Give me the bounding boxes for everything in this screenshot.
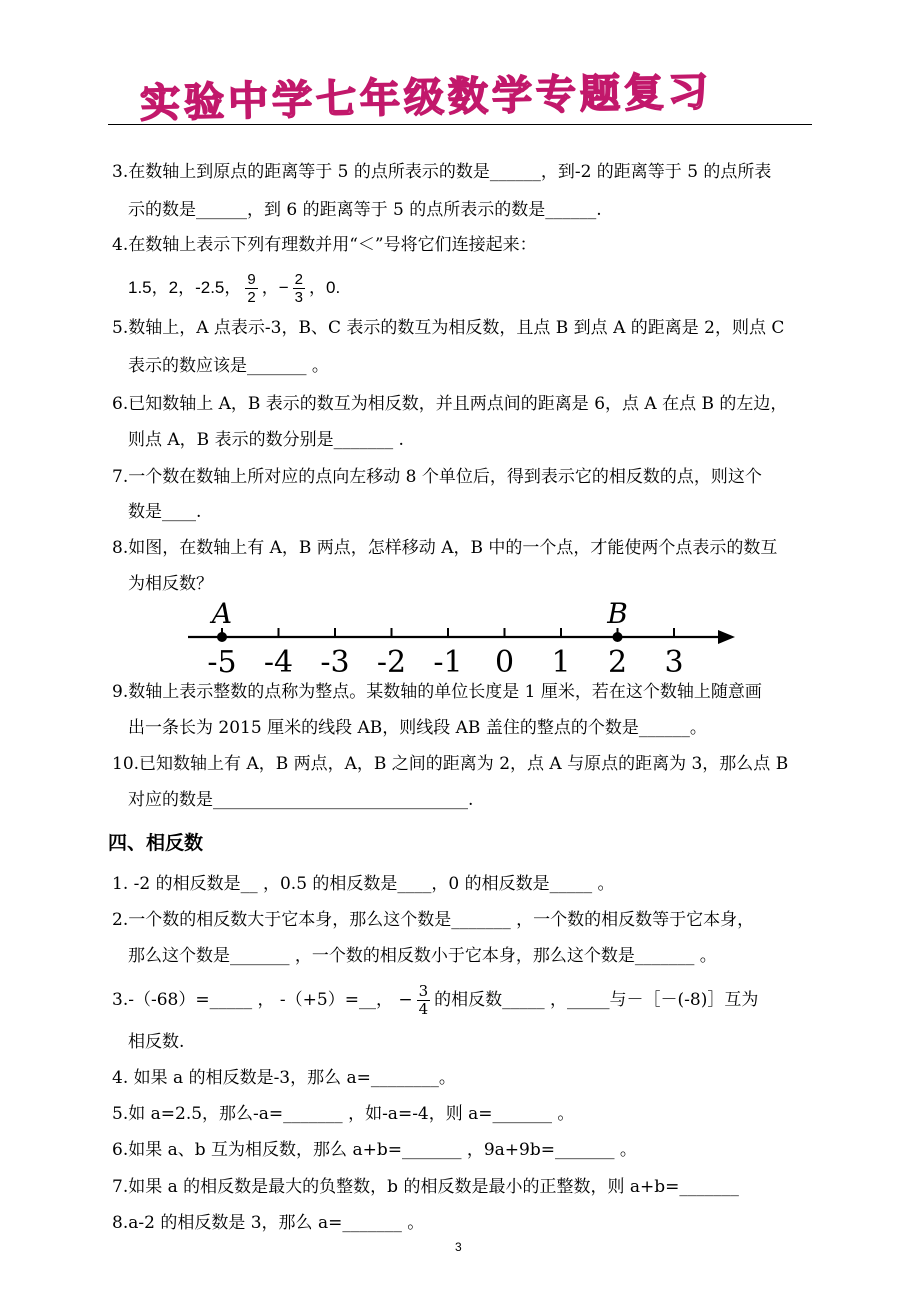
fraction-numerator: 3 [418,982,429,1000]
question-7-line-1: 7.一个数在数轴上所对应的点向左移动 8 个单位后，得到表示它的相反数的点，则这个 [112,467,762,487]
number-line-tick-label: -1 [433,645,463,680]
opposite-q3-after: 的相反数_____ ，_____与－［－(-8)］互为 [434,990,759,1010]
section-heading: 四、相反数 [108,832,204,854]
question-9-line-1: 9.数轴上表示整数的点称为整点。某数轴的单位长度是 1 厘米，若在这个数轴上随意画 [112,682,762,702]
opposite-q4: 4. 如果 a 的相反数是-3，那么 a=________。 [112,1068,456,1088]
page-title: 实验中学七年级数学专题复习 [139,68,713,127]
question-5-line-2: 表示的数应该是_______ 。 [128,356,329,376]
question-5-line-1: 5.数轴上，A 点表示-3，B、C 表示的数互为相反数，且点 B 到点 A 的距离是 2，则点 C [112,318,785,338]
fraction-9-2 [245,271,257,306]
q4-mid: ，− [261,278,289,297]
number-line-tick-label: 2 [607,645,628,680]
question-7-line-2: 数是____. [128,502,202,522]
opposite-q3-line-2: 相反数. [128,1032,185,1052]
fraction-numerator: 2 [294,271,304,289]
question-4-numbers [128,268,340,308]
question-8-line-2: 为相反数？ [128,574,213,594]
fraction-3-4 [417,983,431,1018]
number-line-tick-label: 3 [664,645,684,680]
opposite-q2-line-1: 2.一个数的相反数大于它本身，那么这个数是_______ ，一个数的相反数等于它本身， [112,910,755,930]
opposite-q8: 8.a-2 的相反数是 3，那么 a=_______ 。 [112,1213,425,1233]
number-line-tick-label: -2 [376,645,407,680]
question-6-line-2: 则点 A，B 表示的数分别是_______ . [128,430,404,450]
number-line-tick-label: -5 [207,645,237,680]
number-line-tick-label: -4 [263,645,294,680]
opposite-q3-line-1 [112,980,758,1020]
question-8-line-1: 8.如图，在数轴上有 A，B 两点，怎样移动 A，B 中的一个点，才能使两个点表示的数互 [112,538,778,558]
q4-suffix: ，0. [309,278,341,297]
point-b [613,632,623,642]
number-line-tick-label: 1 [551,645,571,680]
question-3-line-2: 示的数是______，到 6 的距离等于 5 的点所表示的数是______. [128,200,602,220]
opposite-q1: 1. -2 的相反数是__ ，0.5 的相反数是____，0 的相反数是_____ 。 [112,874,615,894]
question-10-line-2: 对应的数是______________________________. [128,790,474,810]
number-line-tick-label: 0 [494,645,515,680]
number-line-figure [180,595,740,680]
fraction-2-3 [293,271,305,306]
question-10-line-1: 10.已知数轴上有 A，B 两点，A，B 之间的距离为 2，点 A 与原点的距离为 3，那么点 B [112,754,789,774]
opposite-q6: 6.如果 a、b 互为相反数，那么 a+b=_______ ，9a+9b=_______ 。 [112,1140,637,1160]
fraction-denominator: 2 [247,289,256,307]
question-3-line-1: 3.在数轴上到原点的距离等于 5 的点所表示的数是______，到-2 的距离等于 5 的点所表 [112,162,772,182]
opposite-q7: 7.如果 a 的相反数是最大的负整数，b 的相反数是最小的正整数，则 a+b=_______ [112,1177,739,1197]
fraction-numerator: 9 [247,271,256,289]
fraction-denominator: 4 [418,1000,429,1018]
opposite-q5: 5.如 a=2.5，那么-a=_______ ，如-a=-4，则 a=_______ 。 [112,1104,575,1124]
q4-prefix: 1.5，2，-2.5， [128,278,242,297]
number-line-tick-label: -3 [320,645,350,680]
question-6-line-1: 6.已知数轴上 A，B 表示的数互为相反数，并且两点间的距离是 6，点 A 在点 B 的左边， [112,394,788,414]
arrow-right-icon [718,630,735,644]
fraction-denominator: 3 [294,289,304,307]
opposite-q2-line-2: 那么这个数是_______ ，一个数的相反数小于它本身，那么这个数是_______ 。 [128,946,717,966]
question-4: 4.在数轴上表示下列有理数并用“＜”号将它们连接起来： [112,235,537,255]
opposite-q3-before: 3.-（-68）=_____ ， -（+5）=__， − [112,990,413,1010]
point-label-a: A [211,597,233,630]
point-a [217,632,227,642]
point-label-b: B [607,597,628,630]
page-number: 3 [455,1240,462,1254]
question-9-line-2: 出一条长为 2015 厘米的线段 AB，则线段 AB 盖住的整点的个数是______。 [128,718,707,738]
header-divider [108,124,812,125]
